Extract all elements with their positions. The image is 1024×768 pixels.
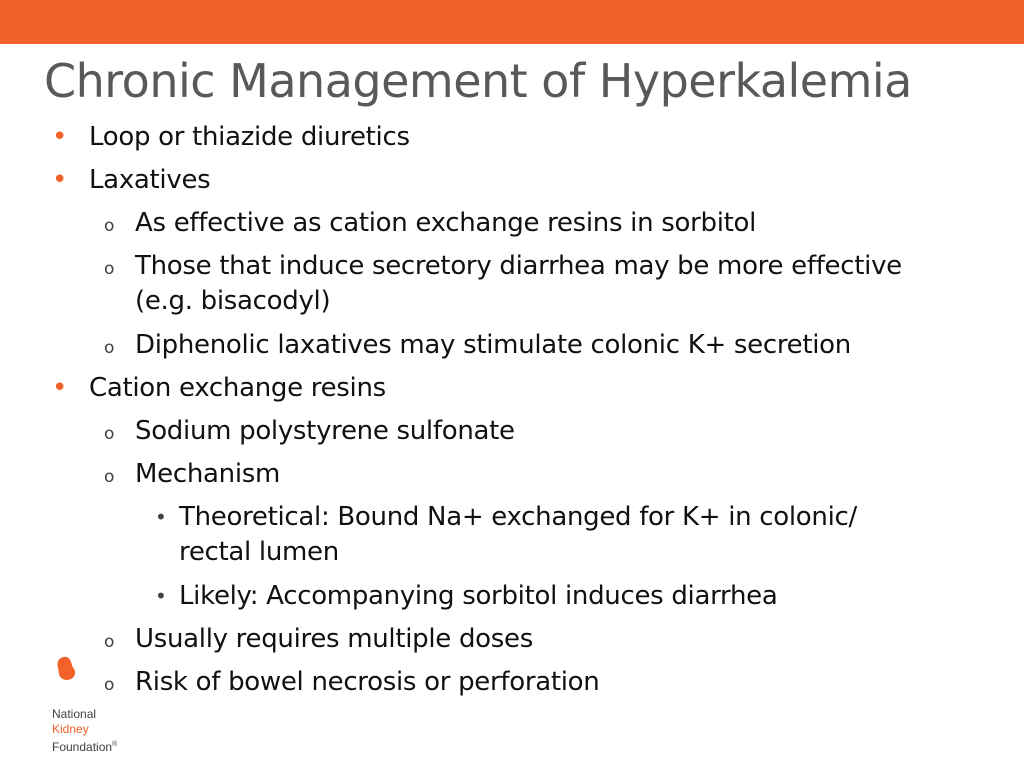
sub-sub-bullet-item: Likely: Accompanying sorbitol induces diarrhea xyxy=(179,581,778,611)
logo-line-foundation xyxy=(52,737,117,755)
sub-sub-bullet-marker: • xyxy=(155,505,167,529)
sub-bullet-marker: o xyxy=(104,424,115,444)
sub-bullet-marker: o xyxy=(104,259,115,279)
sub-bullet-item: As effective as cation exchange resins in sorbitol xyxy=(135,208,757,238)
bullet-item: Laxatives xyxy=(89,165,211,195)
sub-bullet-item: Mechanism xyxy=(135,459,281,489)
sub-bullet-item: Sodium polystyrene sulfonate xyxy=(135,416,515,446)
sub-bullet-marker: o xyxy=(104,216,115,236)
sub-bullet-marker: o xyxy=(104,467,115,487)
sub-bullet-item: Usually requires multiple doses xyxy=(135,624,533,654)
bullet-marker: • xyxy=(52,122,68,152)
sub-bullet-item: Risk of bowel necrosis or perforation xyxy=(135,667,600,697)
sub-sub-bullet-item-continued: rectal lumen xyxy=(179,537,339,567)
bullet-item: Cation exchange resins xyxy=(89,373,386,403)
logo-line-kidney: Kidney xyxy=(52,722,89,736)
logo-wordmark xyxy=(52,707,117,755)
bullet-item: Loop or thiazide diuretics xyxy=(89,122,410,152)
sub-sub-bullet-marker: • xyxy=(155,584,167,608)
sub-bullet-marker: o xyxy=(104,675,115,695)
sub-bullet-item-continued: (e.g. bisacodyl) xyxy=(135,286,331,316)
bullet-marker: • xyxy=(52,165,68,195)
logo-foundation-text: Foundation xyxy=(52,740,113,754)
slide-title: Chronic Management of Hyperkalemia xyxy=(44,54,912,108)
trademark-symbol: ® xyxy=(112,741,118,748)
sub-sub-bullet-item: Theoretical: Bound Na+ exchanged for K+ in colonic/ xyxy=(179,502,857,532)
sub-bullet-item: Diphenolic laxatives may stimulate colonic K+ secretion xyxy=(135,330,851,360)
sub-bullet-marker: o xyxy=(104,632,115,652)
logo-line-national: National xyxy=(52,707,97,721)
kidney-logo-icon xyxy=(50,656,96,702)
bullet-marker: • xyxy=(52,373,68,403)
sub-bullet-marker: o xyxy=(104,338,115,358)
sub-bullet-item: Those that induce secretory diarrhea may be more effective xyxy=(135,251,902,281)
